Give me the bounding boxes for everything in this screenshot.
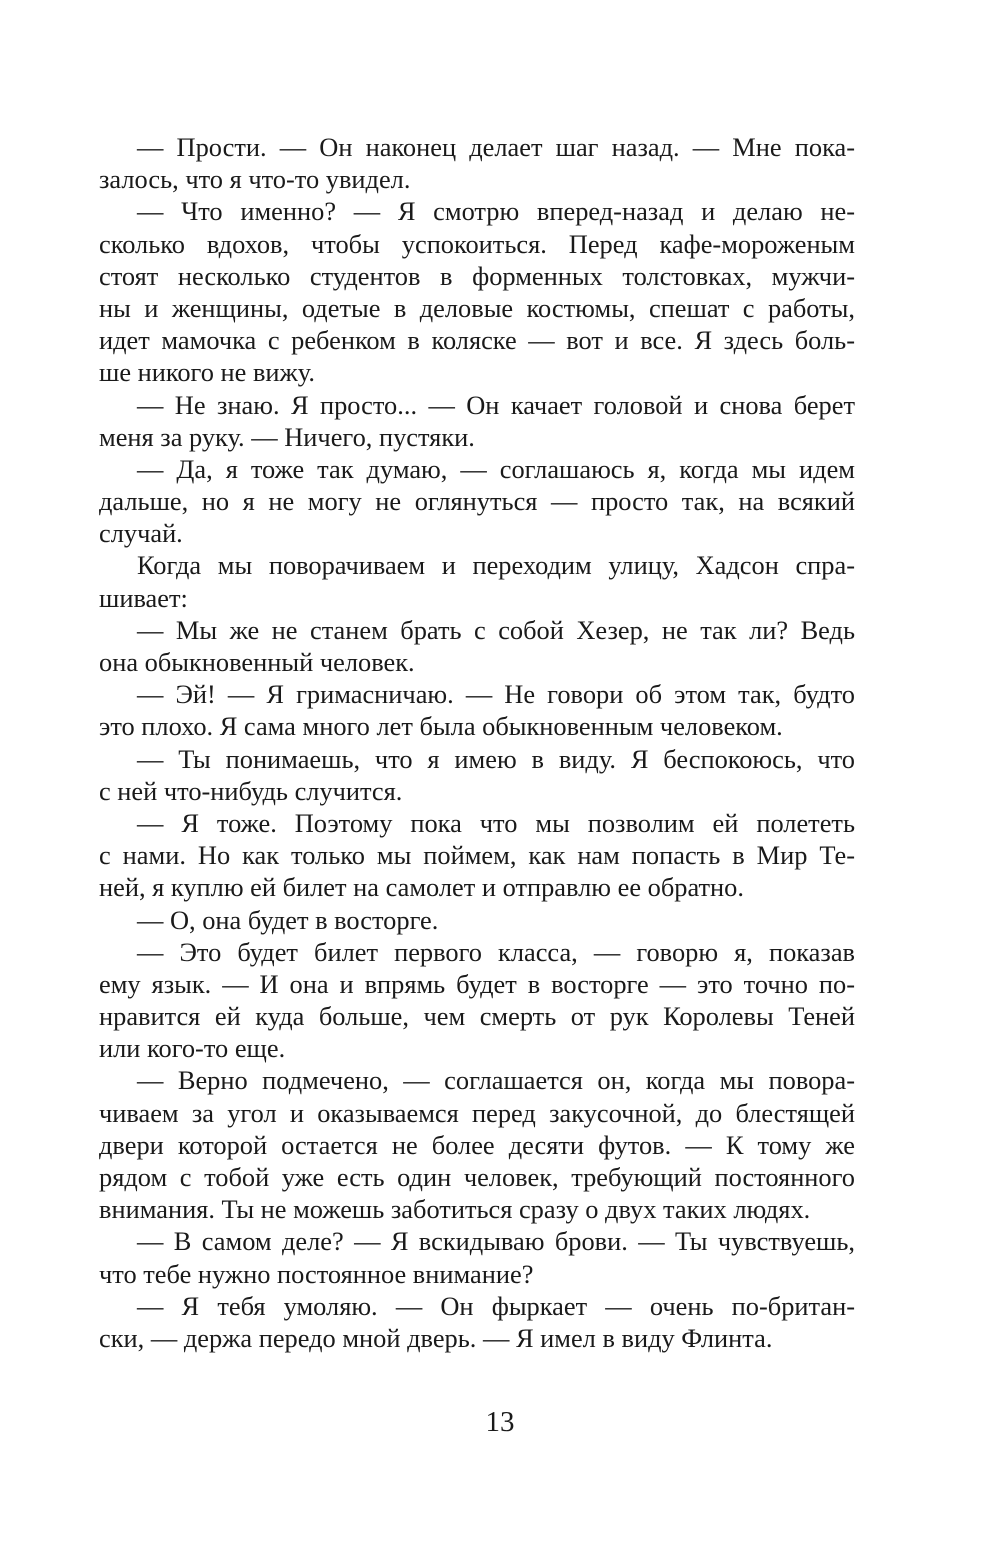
text-line: или кого-то еще. bbox=[99, 1033, 286, 1064]
text-line: ему язык. — И она и впрямь будет в восторге — это точно по- bbox=[99, 968, 855, 999]
text-line: дальше, но я не могу не оглянуться — просто так, на всякий bbox=[99, 486, 855, 517]
text-line: ше никого не вижу. bbox=[99, 357, 315, 388]
text-line: чиваем за угол и оказываемся перед закусочной, до блестящей bbox=[99, 1097, 855, 1128]
text-line: шивает: bbox=[99, 582, 188, 613]
text-line: она обыкновенный человек. bbox=[99, 647, 415, 677]
text-line: меня за руку. — Ничего, пустяки. bbox=[99, 421, 475, 452]
text-line: нравится ей куда больше, чем смерть от рук Королевы Теней bbox=[99, 1001, 855, 1032]
text-line: двери которой остается не более десяти футов. — К тому же bbox=[99, 1129, 855, 1160]
text-line: стоят несколько студентов в форменных толстовках, мужчи- bbox=[99, 260, 855, 291]
text-line: — В самом деле? — Я вскидываю брови. — Ты чувствуешь, bbox=[137, 1226, 855, 1257]
text-line: это плохо. Я сама много лет была обыкновенным человеком. bbox=[99, 711, 783, 742]
text-line: — Я тоже. Поэтому пока что мы позволим ей полететь bbox=[137, 807, 855, 838]
text-line: — Мы же не станем брать с собой Хезер, не так ли? Ведь bbox=[137, 614, 855, 645]
text-line: — Да, я тоже так думаю, — соглашаюсь я, когда мы идем bbox=[137, 453, 855, 484]
text-line: залось, что я что-то увидел. bbox=[99, 164, 411, 195]
text-line: — Ты понимаешь, что я имею в виду. Я беспокоюсь, что bbox=[137, 743, 855, 774]
text-line: Когда мы поворачиваем и переходим улицу, Хадсон спра- bbox=[137, 550, 855, 581]
text-line: — Прости. — Он наконец делает шаг назад. — Мне пока- bbox=[137, 132, 855, 162]
text-line: — Не знаю. Я просто... — Он качает головой и снова берет bbox=[137, 389, 855, 420]
text-line: идет мамочка с ребенком в коляске — вот и все. Я здесь боль- bbox=[99, 325, 855, 356]
page-number: 13 bbox=[485, 1406, 515, 1438]
text-line: ски, — держа передо мной дверь. — Я имел в виду Флинта. bbox=[99, 1322, 773, 1353]
text-line: случай. bbox=[99, 518, 183, 549]
text-line: с нами. Но как только мы поймем, как нам попасть в Мир Те- bbox=[99, 840, 855, 871]
body-text bbox=[99, 131, 855, 1354]
text-line: что тебе нужно постоянное внимание? bbox=[99, 1258, 534, 1289]
text-line: — Я тебя умоляю. — Он фыркает — очень по-британ- bbox=[137, 1290, 855, 1321]
text-line: — Верно подмечено, — соглашается он, когда мы повора- bbox=[137, 1065, 855, 1096]
text-line: рядом с тобой уже есть один человек, требующий постоянного bbox=[99, 1162, 855, 1192]
text-line: — О, она будет в восторге. bbox=[137, 904, 439, 935]
text-line: — Что именно? — Я смотрю вперед-назад и делаю не- bbox=[137, 196, 855, 227]
text-line: внимания. Ты не можешь заботиться сразу о двух таких людях. bbox=[99, 1194, 811, 1225]
text-line: с ней что-нибудь случится. bbox=[99, 775, 403, 806]
text-line: ней, я куплю ей билет на самолет и отправлю ее обратно. bbox=[99, 872, 744, 903]
text-line: — Эй! — Я гримасничаю. — Не говори об этом так, будто bbox=[137, 679, 855, 710]
text-line: ны и женщины, одетые в деловые костюмы, спешат с работы, bbox=[99, 292, 855, 323]
text-line: сколько вдохов, чтобы успокоиться. Перед кафе-мороженым bbox=[99, 228, 855, 259]
text-line: — Это будет билет первого класса, — говорю я, показав bbox=[137, 936, 855, 967]
